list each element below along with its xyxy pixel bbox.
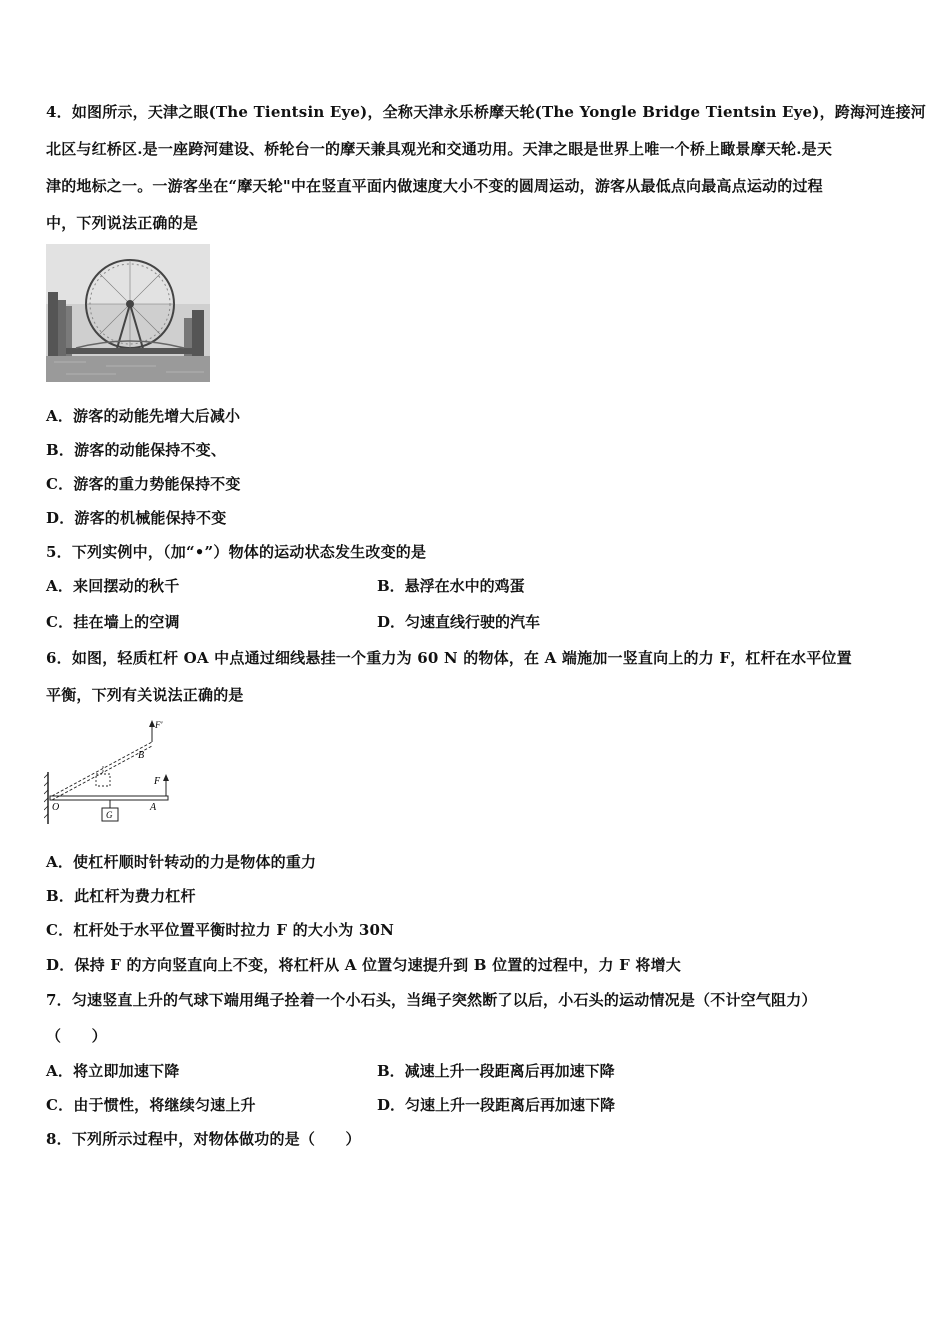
- q6-option-a: A．使杠杆顺时针转动的力是物体的重力: [46, 853, 317, 871]
- label-g: G: [106, 810, 113, 820]
- label-a: A: [150, 802, 157, 813]
- q5-option-d: D．匀速直线行驶的汽车: [377, 613, 541, 631]
- q4-option-a: A．游客的动能先增大后减小: [46, 407, 241, 425]
- q7-option-a: A．将立即加速下降: [46, 1062, 180, 1080]
- q4-stem-line-1: 4．如图所示，天津之眼(The Tientsin Eye)，全称天津永乐桥摩天轮(The Yongle Bridge Tientsin Eye)，跨海河连接河: [46, 103, 926, 121]
- label-f-prime: F': [155, 720, 163, 730]
- q6-stem-line-2: 平衡，下列有关说法正确的是: [46, 686, 244, 704]
- q4-stem-line-2: 北区与红桥区.是一座跨河建设、桥轮台一的摩天兼具观光和交通功用。天津之眼是世界上唯一个桥上瞰景摩天轮.是天: [46, 140, 833, 158]
- q7-stem-line-1: 7．匀速竖直上升的气球下端用绳子拴着一个小石头，当绳子突然断了以后，小石头的运动情况是（不计空气阻力）: [46, 991, 817, 1009]
- q7-option-c: C．由于惯性，将继续匀速上升: [46, 1096, 256, 1114]
- q4-stem-line-4: 中，下列说法正确的是: [46, 214, 199, 232]
- label-o: O: [52, 802, 60, 813]
- lever-diagram: [44, 716, 174, 826]
- q5-option-a: A．来回摆动的秋千: [46, 577, 180, 595]
- q4-option-c: C．游客的重力势能保持不变: [46, 475, 241, 493]
- q7-option-b: B．减速上升一段距离后再加速下降: [377, 1062, 615, 1080]
- q4-stem-line-3: 津的地标之一。一游客坐在“摩天轮"中在竖直平面内做速度大小不变的圆周运动，游客从最低点向最高点运动的过程: [46, 177, 823, 195]
- q6-option-d: D．保持 F 的方向竖直向上不变，将杠杆从 A 位置匀速提升到 B 位置的过程中，力 F 将增大: [46, 956, 682, 974]
- q8-stem: 8．下列所示过程中，对物体做功的是（ ）: [46, 1130, 361, 1148]
- q4-option-b: B．游客的动能保持不变、: [46, 441, 227, 459]
- q4-option-d: D．游客的机械能保持不变: [46, 509, 227, 527]
- ferris-wheel-photo: [46, 244, 210, 382]
- q6-option-c: C．杠杆处于水平位置平衡时拉力 F 的大小为 30N: [46, 921, 395, 939]
- label-b: B: [138, 750, 145, 761]
- q6-stem-line-1: 6．如图，轻质杠杆 OA 中点通过细线悬挂一个重力为 60 N 的物体，在 A 端施加一竖直向上的力 F，杠杆在水平位置: [46, 649, 852, 667]
- q5-stem: 5．下列实例中，（加“•”）物体的运动状态发生改变的是: [46, 543, 427, 561]
- q5-option-c: C．挂在墙上的空调: [46, 613, 180, 631]
- q7-option-d: D．匀速上升一段距离后再加速下降: [377, 1096, 616, 1114]
- q7-stem-line-2: （ ）: [46, 1027, 107, 1045]
- q5-option-b: B．悬浮在水中的鸡蛋: [377, 577, 525, 595]
- label-f: F: [154, 776, 161, 787]
- q6-option-b: B．此杠杆为费力杠杆: [46, 887, 196, 905]
